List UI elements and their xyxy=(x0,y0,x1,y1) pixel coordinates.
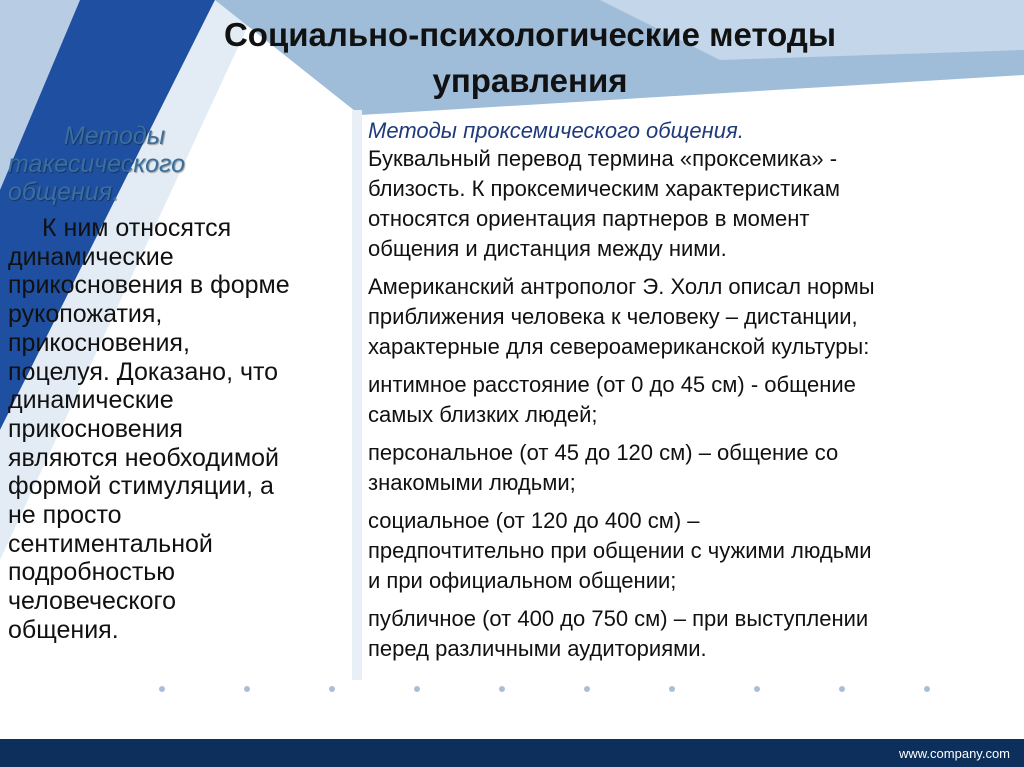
left-body-line: прикосновения xyxy=(8,414,183,443)
left-heading-line: такесического xyxy=(8,150,186,178)
decorative-dot xyxy=(414,686,420,692)
left-body-text xyxy=(8,214,363,645)
left-body-line: сентиментальной xyxy=(8,529,213,558)
paragraph-line: Буквальный перевод термина «проксемика» - xyxy=(368,146,838,171)
left-body-line: прикосновения в форме xyxy=(8,271,290,300)
left-body-line: прикосновения, xyxy=(8,328,190,357)
decorative-dot xyxy=(669,686,675,692)
left-body-line: являются необходимой xyxy=(8,443,280,472)
paragraph-personal-distance xyxy=(368,438,1024,498)
paragraph-intimate-distance xyxy=(368,370,1024,430)
right-column xyxy=(368,118,1024,664)
decorative-dot xyxy=(499,686,505,692)
left-body-line: общения. xyxy=(8,615,119,644)
decorative-dot xyxy=(754,686,760,692)
left-heading xyxy=(8,122,363,206)
paragraph-line: характерные для североамериканской культуры: xyxy=(368,334,870,359)
paragraph-social-distance xyxy=(368,506,1024,596)
title-line-1: Социально-психологические методы xyxy=(223,16,837,53)
paragraph-line: предпочтительно при общении с чужими людьми xyxy=(368,538,872,563)
decorative-dot xyxy=(839,686,845,692)
decorative-dot xyxy=(329,686,335,692)
paragraph-hall-norms xyxy=(368,272,1024,362)
paragraph-line: персональное (от 45 до 120 см) – общение со xyxy=(368,440,839,465)
left-body-line: К ним относятся xyxy=(42,214,232,242)
left-body-line: поцелуя. Доказано, что xyxy=(8,357,279,386)
left-heading-line: Методы xyxy=(64,122,166,150)
left-body-line: рукопожатия, xyxy=(8,300,163,329)
left-body-line: динамические xyxy=(8,242,174,271)
decorative-dot xyxy=(159,686,165,692)
decorative-dot xyxy=(924,686,930,692)
slide-title xyxy=(150,12,910,104)
right-heading: Методы проксемического общения. xyxy=(368,118,744,143)
decorative-dots xyxy=(0,686,1024,696)
decorative-dot xyxy=(584,686,590,692)
paragraph-line: приближения человека к человеку – дистанции, xyxy=(368,304,858,329)
title-line-2: управления xyxy=(432,62,628,99)
paragraph-line: самых близких людей; xyxy=(368,402,598,427)
left-body-line: динамические xyxy=(8,386,174,415)
left-body-line: формой стимуляции, а xyxy=(8,472,274,501)
paragraph-proxemics-definition xyxy=(368,144,1024,264)
paragraph-line: относятся ориентация партнеров в момент xyxy=(368,206,810,231)
paragraph-line: интимное расстояние (от 0 до 45 см) - общение xyxy=(368,372,856,397)
paragraph-line: и при официальном общении; xyxy=(368,568,677,593)
footer-url: www.company.com xyxy=(898,746,1010,761)
paragraph-line: публичное (от 400 до 750 см) – при выступлении xyxy=(368,606,869,631)
left-body-line: человеческого xyxy=(8,587,176,616)
left-body-line: не просто xyxy=(8,501,122,530)
paragraph-line: перед различными аудиториями. xyxy=(368,636,707,661)
left-body-line: подробностью xyxy=(8,558,176,587)
paragraph-public-distance xyxy=(368,604,1024,664)
paragraph-line: близость. К проксемическим характеристикам xyxy=(368,176,841,201)
left-column xyxy=(8,122,363,645)
footer-bar xyxy=(0,739,1024,767)
paragraph-line: Американский антрополог Э. Холл описал нормы xyxy=(368,274,875,299)
paragraph-line: общения и дистанция между ними. xyxy=(368,236,727,261)
paragraph-line: социальное (от 120 до 400 см) – xyxy=(368,508,700,533)
decorative-dot xyxy=(244,686,250,692)
left-heading-line: общения. xyxy=(8,178,120,206)
paragraph-line: знакомыми людьми; xyxy=(368,470,576,495)
